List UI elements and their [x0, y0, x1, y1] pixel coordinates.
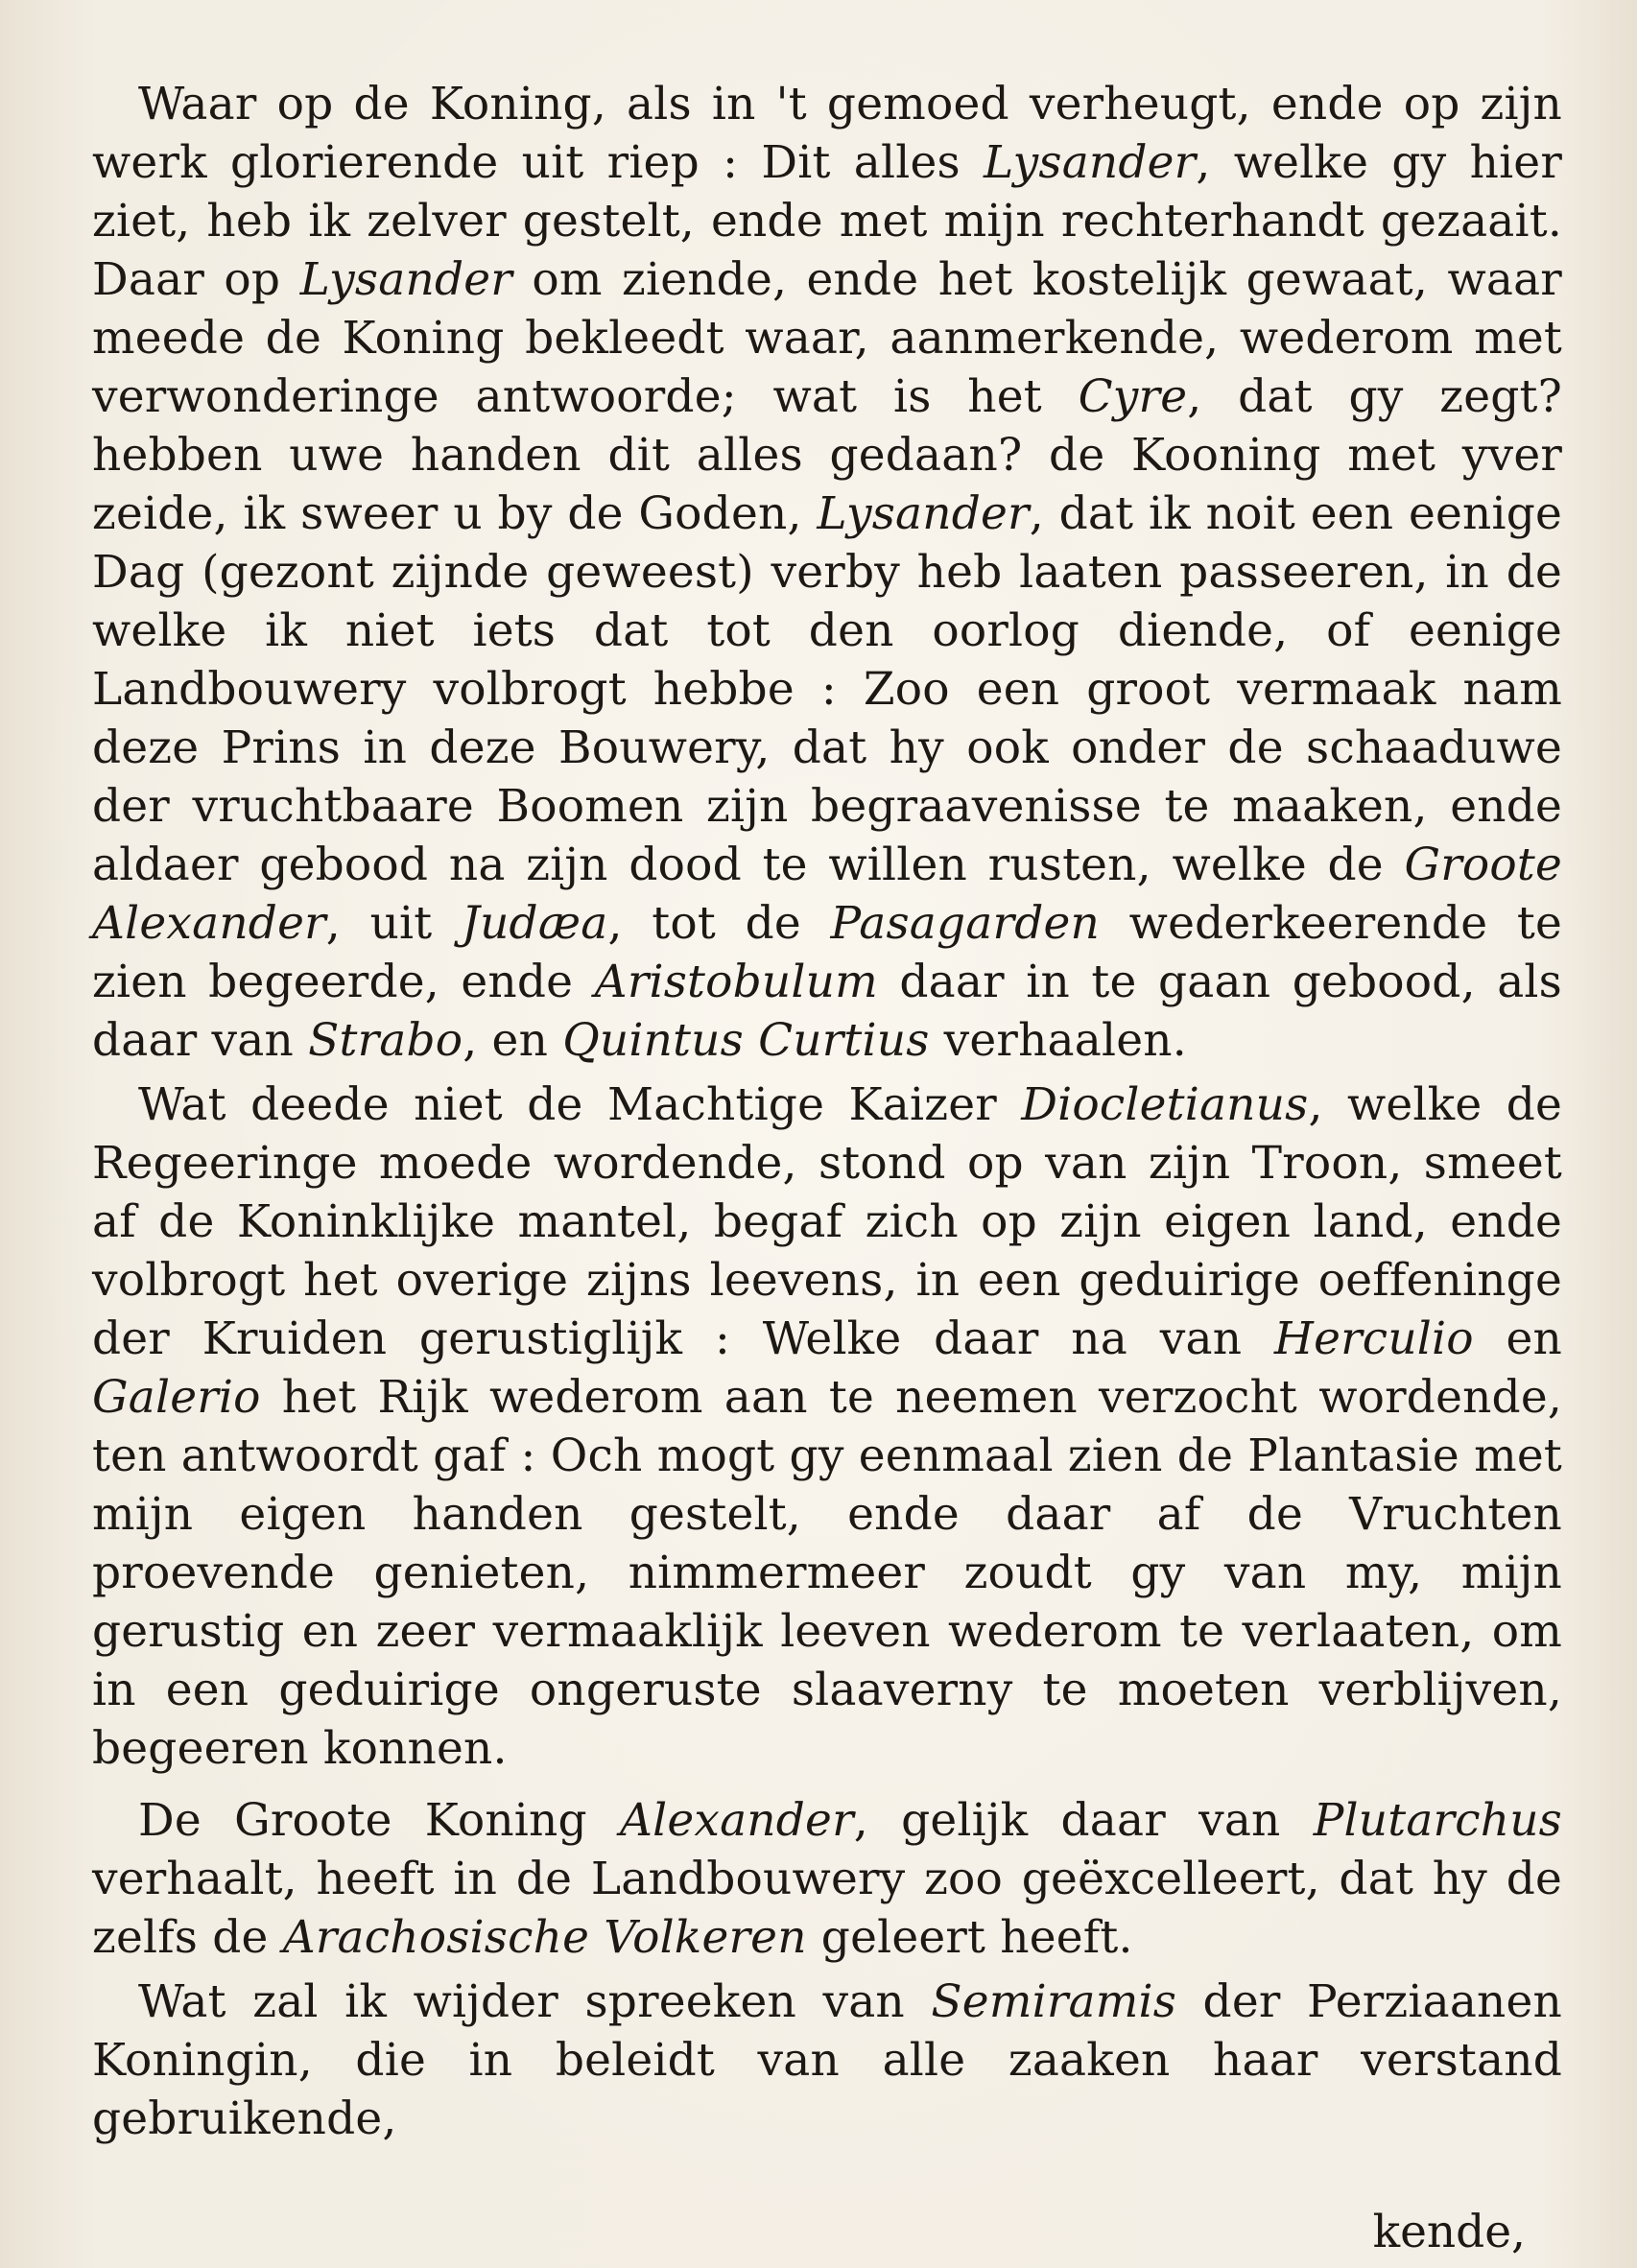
text-run: Wat zal ik wijder spreeken van	[138, 1975, 932, 2028]
italic-name: Groote Alexander	[92, 839, 1562, 950]
italic-name: Judæa	[462, 897, 608, 950]
text-run: , en	[463, 1014, 563, 1067]
text-run: , gelijk daar van	[853, 1794, 1314, 1847]
paragraph-1	[92, 75, 1562, 1070]
italic-name: Herculio	[1273, 1312, 1474, 1365]
italic-name: Semiramis	[931, 1975, 1177, 2028]
text-run: De Groote Koning	[138, 1794, 620, 1847]
text-run: daar in te gaan gebood, als daar van	[92, 956, 1562, 1067]
paragraph-3	[92, 1791, 1562, 1967]
text-run: verhaalt, heeft in de Landbouwery zoo geëxcelleert, dat hy de zelfs de	[92, 1853, 1562, 1964]
italic-name: Cyre	[1078, 370, 1188, 423]
text-run: en	[1473, 1312, 1562, 1365]
italic-name: Pasagarden	[830, 897, 1100, 950]
text-run: Wat deede niet de Machtige Kaizer	[138, 1078, 1022, 1131]
text-run: Waar op de Koning, als in 't gemoed verheugt, ende op zijn werk glorierende uit riep : Dit alles	[92, 78, 1562, 189]
text-run: der Perziaanen Koningin, die in beleidt van alle zaaken haar verstand gebruikende,	[92, 1975, 1562, 2145]
text-run: wederkeerende te zien begeerde, ende	[92, 897, 1562, 1008]
italic-name: Diocletianus	[1021, 1078, 1309, 1131]
italic-name: Quintus Curtius	[562, 1014, 930, 1067]
catchword: kende,	[1372, 2206, 1526, 2258]
text-run: , uit	[325, 897, 463, 950]
text-run: om ziende, ende het kostelijk gewaat, waar meede de Koning bekleedt waar, aanmerkende, wederom met verwonderinge antwoorde; wat is het	[92, 253, 1562, 423]
text-run: verhaalen.	[929, 1014, 1187, 1067]
italic-name: Strabo	[308, 1014, 463, 1067]
text-run: , welke gy hier ziet, heb ik zelver gestelt, ende met mijn rechterhandt gezaait. Daar op	[92, 136, 1562, 306]
italic-name: Galerio	[92, 1371, 261, 1424]
italic-name: Lysander	[299, 253, 512, 306]
text-run: , dat gy zegt? hebben uwe handen dit alles gedaan? de Kooning met yver zeide, ik sweer u by de Goden,	[92, 370, 1562, 540]
text-run: het Rijk wederom aan te neemen verzocht wordende, ten antwoordt gaf : Och mogt gy eenmaal zien de Plantasie met mijn eigen handen gestelt, ende daar af de Vruchten proevende genieten, nimmermeer zoudt gy van my, mijn gerustig en zeer vermaaklijk leeven wederom te verlaaten, om in een geduirige ongeruste slaaverny te moeten verblijven, begeeren konnen.	[92, 1371, 1562, 1775]
page-text	[92, 75, 1562, 2154]
italic-name: Alexander	[619, 1794, 854, 1847]
text-run: , welke de Regeeringe moede wordende, stond op van zijn Troon, smeet af de Koninklijke mantel, begaf zich op zijn eigen land, ende volbrogt het overige zijns leevens, in een geduirige oeffeninge der Kruiden gerustiglijk : Welke daar na van	[92, 1078, 1563, 1365]
text-run: , tot de	[607, 897, 831, 950]
paragraph-2	[92, 1075, 1562, 1778]
text-run: geleert heeft.	[806, 1911, 1133, 1964]
italic-name: Aristobulum	[594, 956, 878, 1008]
text-run: , dat ik noit een eenige Dag (gezont zijnde geweest) verby heb laaten passeeren, in de welke ik niet iets dat tot den oorlog diende, of eenige Landbouwery volbrogt hebbe : Zoo een groot vermaak nam deze Prins in deze Bouwery, dat hy ook onder de schaaduwe der vruchtbaare Boomen zijn begraavenisse te maaken, ende aldaer gebood na zijn dood te willen rusten, welke de	[92, 487, 1562, 891]
italic-name: Lysander	[984, 136, 1197, 189]
italic-name: Arachosische Volkeren	[282, 1911, 807, 1964]
italic-name: Lysander	[817, 487, 1030, 540]
paragraph-4	[92, 1973, 1562, 2148]
italic-name: Plutarchus	[1313, 1794, 1562, 1847]
